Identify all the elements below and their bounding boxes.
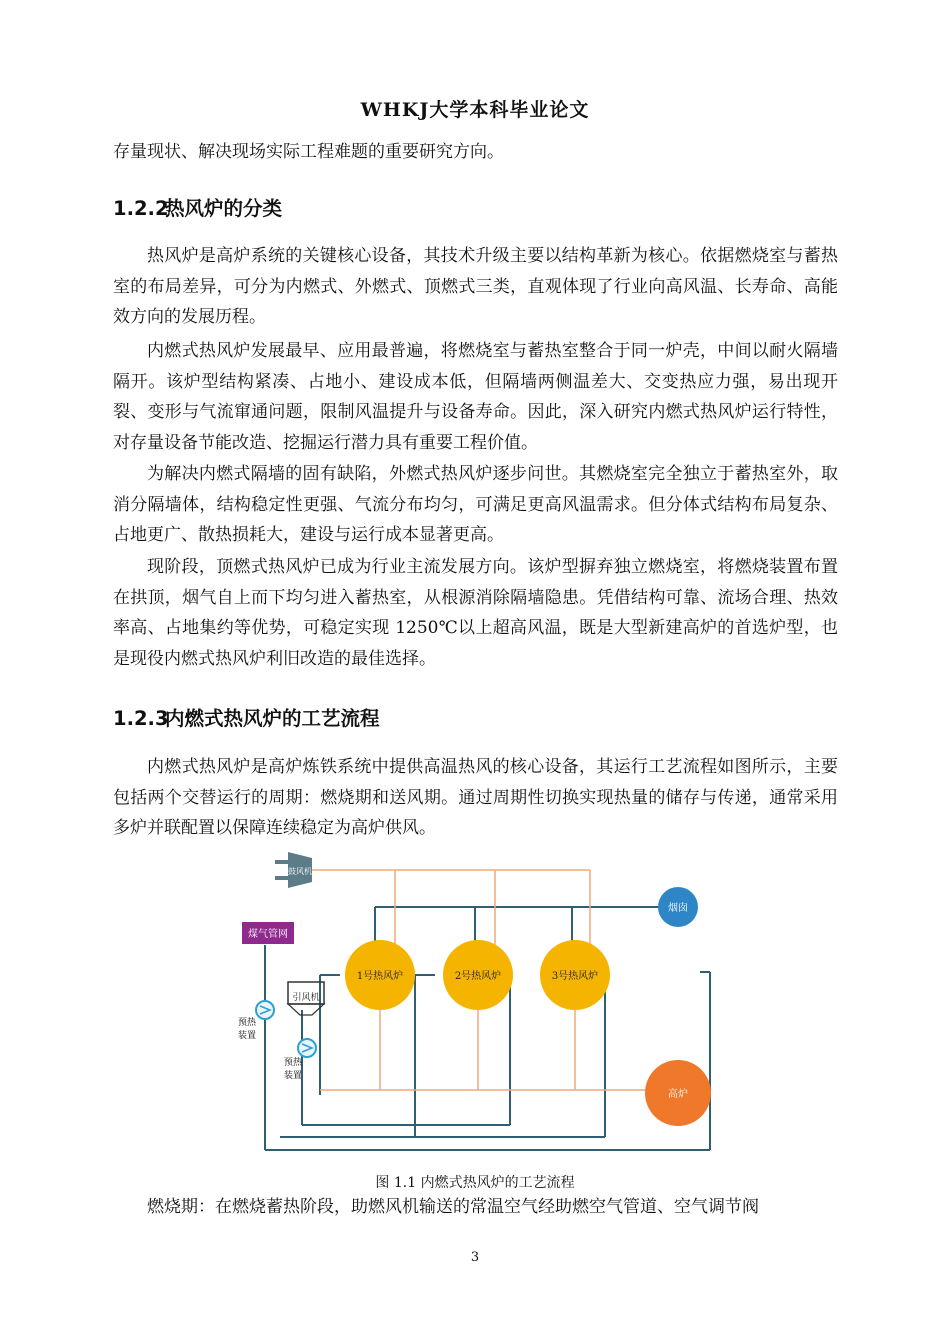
preheater-1-label-line1: 预热	[237, 1018, 257, 1028]
figure-caption: 图 1.1 内燃式热风炉的工艺流程	[375, 1175, 575, 1191]
paragraph-combustion-phase: 燃烧期：在燃烧蓄热阶段，助燃风机输送的常温空气经助燃空气管道、空气调节阀	[147, 1197, 759, 1217]
induced-fan-icon	[288, 982, 324, 1015]
induced-fan-label: 引风机	[292, 993, 320, 1003]
preheater-2-label-line2: 装置	[283, 1071, 303, 1081]
section-number: 1.2.2	[113, 197, 169, 220]
section-number: 1.2.3	[113, 707, 169, 730]
stove-1-label: 1号热风炉	[356, 971, 404, 982]
paragraph-internal-combustion: 内燃式热风炉发展最早、应用最普遍，将燃烧室与蓄热室整合于同一炉壳，中间以耐火隔墙隔开。该炉型结构紧凑、占地小、建设成本低，但隔墙两侧温差大、交变热应力强，易出现开裂、变形与气流窜通问题，限制风温提升与设备寿命。因此，深入研究内燃式热风炉运行特性，对存量设备节能改造、挖掘运行潜力具有重要工程价值。	[113, 341, 838, 453]
gas-network-label: 煤气管网	[248, 929, 288, 940]
preheater-1-icon	[256, 1001, 274, 1019]
continuation-paragraph: 存量现状、解决现场实际工程难题的重要研究方向。	[113, 142, 504, 162]
paragraph-classification: 热风炉是高炉系统的关键核心设备，其技术升级主要以结构革新为核心。依据燃烧室与蓄热室的布局差异，可分为内燃式、外燃式、顶燃式三类，直观体现了行业向高风温、长寿命、高能效方向的发展历程。	[113, 246, 838, 327]
preheater-2-label-line1: 预热	[283, 1058, 303, 1068]
preheater-2-icon	[298, 1039, 316, 1057]
section-heading-1-2-3	[113, 703, 380, 731]
blast-furnace-label: 高炉	[668, 1089, 688, 1100]
page-number: 3	[470, 1250, 480, 1265]
section-heading-1-2-2	[113, 193, 282, 221]
stove-3-label: 3号热风炉	[551, 971, 599, 982]
section-title: 内燃式热风炉的工艺流程	[165, 707, 380, 730]
page-header: WHKJ大学本科毕业论文	[360, 99, 590, 121]
preheater-1-label-line2: 装置	[237, 1031, 257, 1041]
paragraph-process-flow: 内燃式热风炉是高炉炼铁系统中提供高温热风的核心设备，其运行工艺流程如图所示，主要包括两个交替运行的周期：燃烧期和送风期。通过周期性切换实现热量的储存与传递，通常采用多炉并联配置以保障连续稳定为高炉供风。	[113, 757, 838, 838]
section-title: 热风炉的分类	[165, 197, 283, 220]
paragraph-external-combustion: 为解决内燃式隔墙的固有缺陷，外燃式热风炉逐步问世。其燃烧室完全独立于蓄热室外，取消分隔墙体，结构稳定性更强、气流分布均匀，可满足更高风温需求。但分体式结构布局复杂、占地更广、散热损耗大，建设与运行成本显著更高。	[113, 464, 838, 545]
blower-icon	[275, 852, 312, 888]
paragraph-top-combustion: 现阶段，顶燃式热风炉已成为行业主流发展方向。该炉型摒弃独立燃烧室，将燃烧装置布置在拱顶，烟气自上而下均匀进入蓄热室，从根源消除隔墙隐患。凭借结构可靠、流场合理、热效率高、占地集约等优势，可稳定实现 1250℃以上超高风温，既是大型新建高炉的首选炉型，也是现役内燃式热风炉利旧改造的最佳选择。	[113, 557, 838, 669]
diagram-svg	[220, 850, 740, 1170]
blower-label: 鼓风机	[288, 867, 312, 876]
process-flow-diagram	[220, 850, 740, 1170]
chimney-label: 烟囱	[668, 903, 688, 914]
stove-2-label: 2号热风炉	[454, 971, 502, 982]
